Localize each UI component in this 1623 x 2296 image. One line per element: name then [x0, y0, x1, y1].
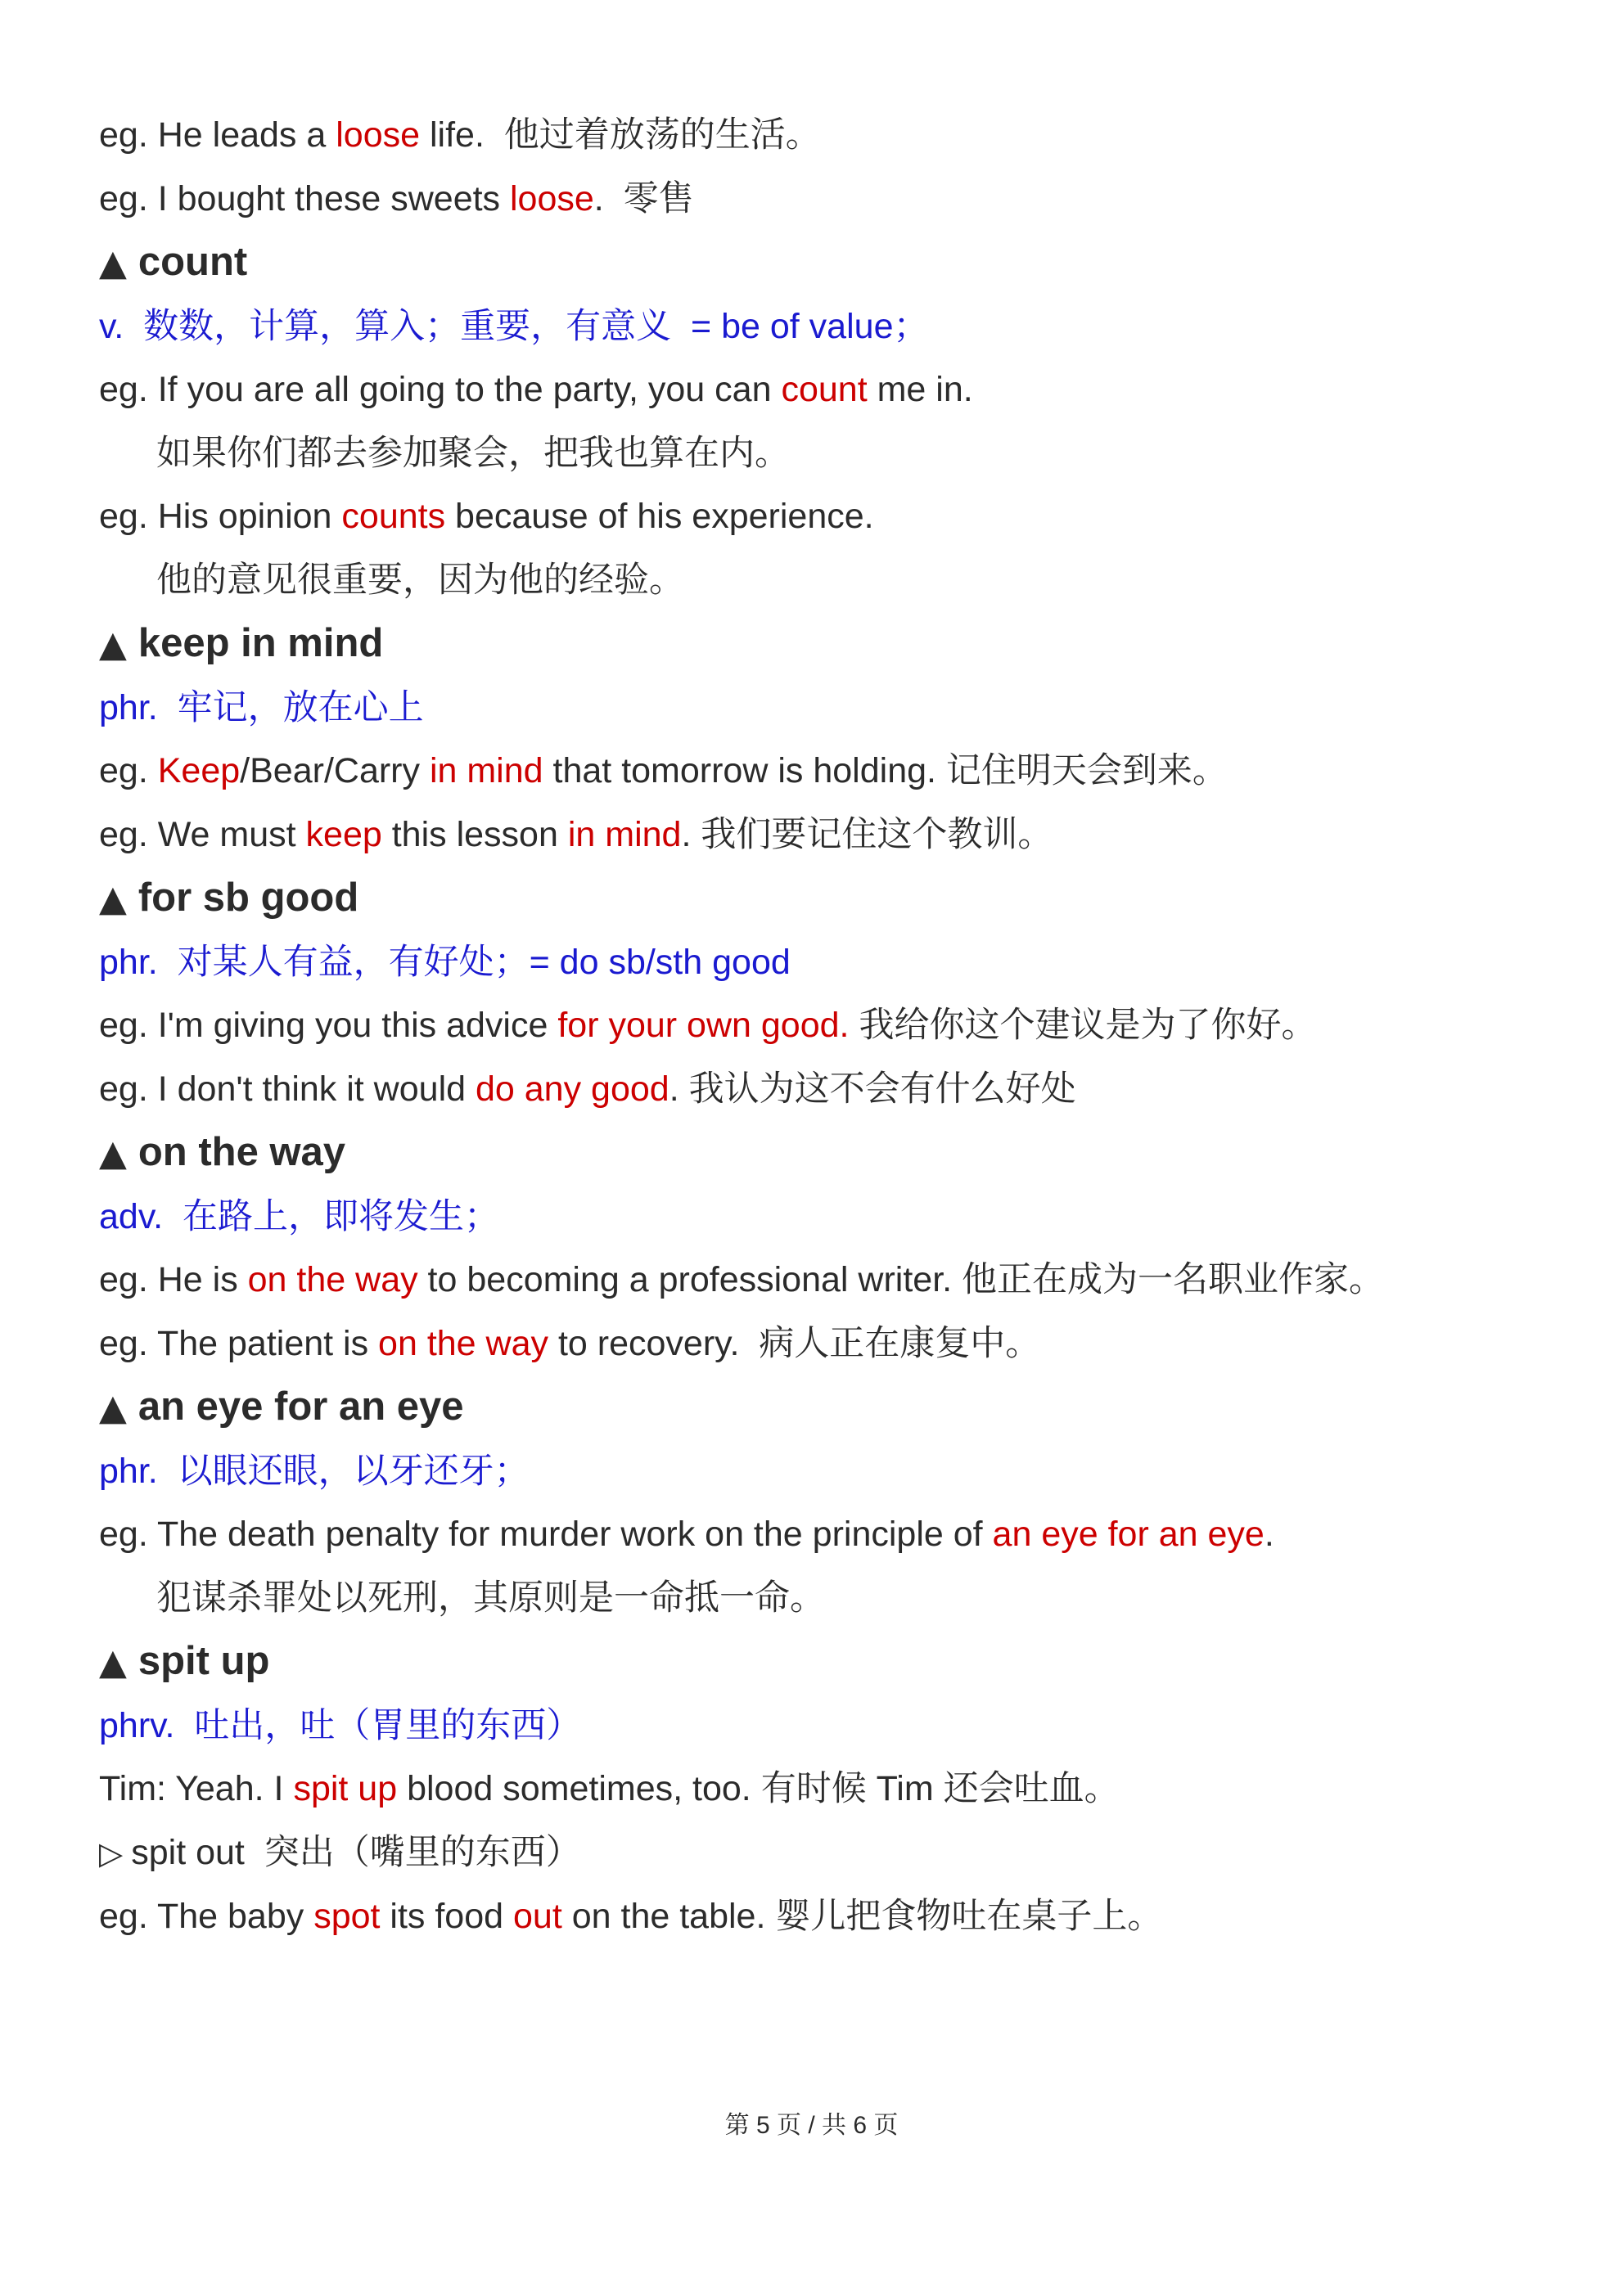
example-line — [99, 1249, 1582, 1312]
definition-text: phrv. 吐出，吐（胃里的东西） — [99, 1705, 582, 1745]
line-text: Tim: Yeah. I — [99, 1769, 294, 1808]
highlighted-term: keep — [305, 814, 382, 854]
triangle-bullet-icon: ▲ — [99, 624, 127, 665]
heading-line — [99, 1630, 1582, 1695]
definition-line — [99, 1695, 1582, 1758]
entry-heading-text: on the way — [138, 1130, 346, 1174]
line-text: eg. The patient is — [99, 1323, 379, 1363]
line-text: eg. I'm giving you this advice — [99, 1006, 558, 1045]
line-text: eg. The death penalty for murder work on the principle of — [99, 1515, 993, 1554]
example-line — [99, 994, 1582, 1058]
definition-text: phr. 牢记，放在心上 — [99, 687, 424, 727]
highlighted-term: out — [513, 1897, 562, 1936]
triangle-bullet-icon: ▲ — [99, 1387, 127, 1429]
example-line — [99, 1758, 1582, 1821]
line-text: on the table. 婴儿把食物吐在桌子上。 — [561, 1897, 1163, 1936]
line-text: eg. If you are all going to the party, you can — [99, 370, 782, 409]
line-text: . 我认为这不会有什么好处 — [669, 1069, 1076, 1109]
definition-text: v. 数数，计算，算入；重要，有意义 = be of value； — [99, 306, 929, 346]
definition-line — [99, 1186, 1582, 1249]
definition-line — [99, 931, 1582, 995]
highlighted-term: counts — [341, 497, 446, 536]
example-line — [99, 1503, 1582, 1567]
line-text: . — [1264, 1515, 1274, 1554]
highlighted-term: for your own good. — [557, 1006, 850, 1045]
highlighted-term: do any good — [475, 1069, 669, 1109]
highlighted-term: an eye for an eye — [992, 1515, 1265, 1554]
line-text: eg. I don't think it would — [99, 1069, 476, 1109]
highlighted-term: spit up — [293, 1769, 398, 1808]
highlighted-term: loose — [336, 115, 421, 155]
heading-line — [99, 867, 1582, 931]
example-line — [99, 485, 1582, 549]
hollow-triangle-bullet-icon: ▷ — [99, 1835, 124, 1871]
definition-text: adv. 在路上，即将发生； — [99, 1196, 499, 1236]
line-text: eg. He leads a — [99, 115, 336, 155]
heading-line — [99, 1375, 1582, 1440]
triangle-bullet-icon: ▲ — [99, 1641, 127, 1683]
line-text: life. 他过着放荡的生活。 — [420, 115, 821, 155]
triangle-bullet-icon: ▲ — [99, 878, 127, 920]
line-text: spit out 突出（嘴里的东西） — [131, 1832, 581, 1872]
example-line — [99, 1885, 1582, 1949]
translation-line — [99, 1567, 1582, 1631]
line-text: eg. — [99, 751, 158, 790]
line-text: its food — [380, 1897, 513, 1936]
highlighted-term: spot — [313, 1897, 381, 1936]
line-text: eg. I bought these sweets — [99, 178, 510, 218]
definition-line — [99, 1440, 1582, 1504]
highlighted-term: in mind — [429, 751, 543, 790]
line-text: eg. We must — [99, 814, 306, 854]
highlighted-term: loose — [510, 178, 594, 218]
heading-line — [99, 612, 1582, 677]
heading-line — [99, 231, 1582, 295]
example-line — [99, 804, 1582, 867]
triangle-bullet-icon: ▲ — [99, 1132, 127, 1174]
line-text: that tomorrow is holding. 记住明天会到来。 — [543, 751, 1228, 790]
line-text: /Bear/Carry — [240, 751, 430, 790]
line-text: 他的意见很重要，因为他的经验。 — [156, 560, 684, 600]
line-text: to recovery. 病人正在康复中。 — [548, 1323, 1041, 1363]
highlighted-term: in mind — [567, 814, 682, 854]
triangle-bullet-icon: ▲ — [99, 242, 127, 284]
line-text: . 我们要记住这个教训。 — [681, 814, 1053, 854]
example-line — [99, 740, 1582, 804]
translation-line — [99, 549, 1582, 613]
example-line — [99, 358, 1582, 422]
translation-line — [99, 422, 1582, 486]
line-text: this lesson — [381, 814, 568, 854]
highlighted-term: on the way — [247, 1260, 418, 1299]
line-text: 如果你们都去参加聚会，把我也算在内。 — [156, 433, 790, 473]
definition-line — [99, 295, 1582, 359]
line-text: 我给你这个建议是为了你好。 — [849, 1006, 1317, 1045]
line-text: me in. — [867, 370, 973, 409]
line-text: . 零售 — [593, 178, 694, 218]
note-line — [99, 1821, 1582, 1886]
example-line — [99, 1058, 1582, 1122]
example-line — [99, 168, 1582, 232]
definition-text: phr. 对某人有益，有好处；= do sb/sth good — [99, 942, 791, 982]
highlighted-term: count — [781, 370, 868, 409]
line-text: blood sometimes, too. 有时候 Tim 还会吐血。 — [397, 1769, 1120, 1808]
entry-heading-text: an eye for an eye — [138, 1384, 464, 1429]
line-text: eg. His opinion — [99, 497, 342, 536]
line-text: eg. He is — [99, 1260, 248, 1299]
example-line — [99, 1312, 1582, 1376]
definition-text: phr. 以眼还眼，以牙还牙； — [99, 1451, 530, 1491]
entry-heading-text: keep in mind — [138, 621, 384, 665]
entry-heading-text: count — [138, 240, 248, 284]
example-line — [99, 104, 1582, 168]
line-text: eg. The baby — [99, 1897, 314, 1936]
entry-heading-text: for sb good — [138, 876, 359, 920]
entry-heading-text: spit up — [138, 1639, 270, 1683]
line-text: because of his experience. — [445, 497, 874, 536]
line-text: 犯谋杀罪处以死刑，其原则是一命抵一命。 — [156, 1578, 825, 1618]
heading-line — [99, 1121, 1582, 1186]
page-number-footer: 第 5 页 / 共 6 页 — [724, 2112, 899, 2139]
vocabulary-notes — [99, 104, 1582, 1949]
line-text: to becoming a professional writer. 他正在成为一名职业作家。 — [417, 1260, 1385, 1299]
definition-line — [99, 677, 1582, 741]
highlighted-term: on the way — [378, 1323, 549, 1363]
highlighted-term: Keep — [157, 751, 241, 790]
